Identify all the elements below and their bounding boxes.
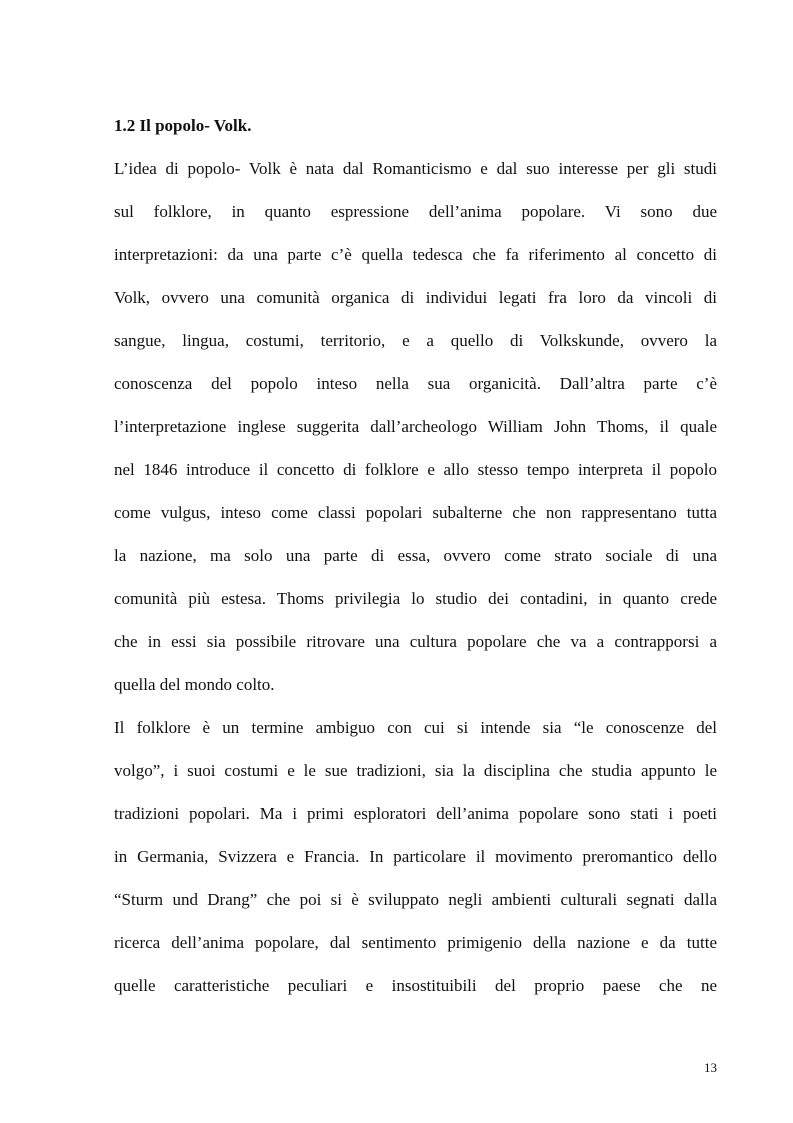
body-line: la nazione, ma solo una parte di essa, ovvero come strato sociale di una: [114, 546, 717, 565]
body-line: l’interpretazione inglese suggerita dall’archeologo William John Thoms, il quale: [114, 417, 717, 436]
body-line: conoscenza del popolo inteso nella sua organicità. Dall’altra parte c’è: [114, 374, 717, 393]
page-number: 13: [704, 1060, 717, 1075]
section-heading: 1.2 Il popolo- Volk.: [114, 116, 252, 135]
body-line: “Sturm und Drang” che poi si è sviluppato negli ambienti culturali segnati dalla: [114, 890, 717, 909]
body-line: quelle caratteristiche peculiari e insostituibili del proprio paese che ne: [114, 976, 717, 995]
body-line: che in essi sia possibile ritrovare una cultura popolare che va a contrapporsi a: [114, 632, 717, 651]
body-line: L’idea di popolo- Volk è nata dal Romanticismo e dal suo interesse per gli studi: [114, 159, 717, 178]
body-line: sangue, lingua, costumi, territorio, e a quello di Volkskunde, ovvero la: [114, 331, 717, 350]
body-line: sul folklore, in quanto espressione dell’anima popolare. Vi sono due: [114, 202, 717, 221]
body-line: come vulgus, inteso come classi popolari subalterne che non rappresentano tutta: [114, 503, 717, 522]
body-line: Volk, ovvero una comunità organica di individui legati fra loro da vincoli di: [114, 288, 717, 307]
body-line: in Germania, Svizzera e Francia. In particolare il movimento preromantico dello: [114, 847, 717, 866]
body-line: interpretazioni: da una parte c’è quella tedesca che fa riferimento al concetto di: [114, 245, 717, 264]
body-line: Il folklore è un termine ambiguo con cui si intende sia “le conoscenze del: [114, 718, 717, 737]
body-line: ricerca dell’anima popolare, dal sentimento primigenio della nazione e da tutte: [114, 933, 717, 952]
body-line: volgo”, i suoi costumi e le sue tradizioni, sia la disciplina che studia appunto le: [114, 761, 717, 780]
body-line: comunità più estesa. Thoms privilegia lo studio dei contadini, in quanto crede: [114, 589, 717, 608]
body-line: quella del mondo colto.: [114, 675, 275, 694]
body-line: nel 1846 introduce il concetto di folklore e allo stesso tempo interpreta il popolo: [114, 460, 717, 479]
body-line: tradizioni popolari. Ma i primi esploratori dell’anima popolare sono stati i poeti: [114, 804, 717, 823]
